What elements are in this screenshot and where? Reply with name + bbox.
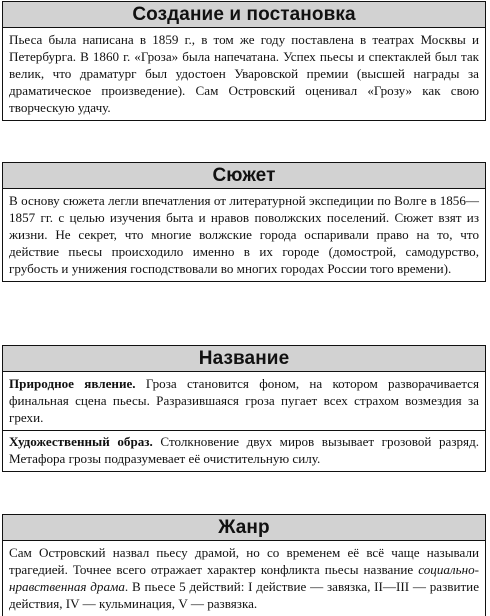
natural-phenomenon-paragraph xyxy=(9,375,479,426)
section-title: Название xyxy=(198,347,290,369)
divider xyxy=(3,430,485,431)
genre-text-start: Сам Островский назвал пьесу драмой, но со временем её всё чаще называли трагедией. Точнее всего отражает характер конфликта пьесы название xyxy=(9,545,479,577)
section-header xyxy=(2,162,486,189)
section-title: Жанр xyxy=(218,516,270,538)
section-title-meaning xyxy=(2,345,486,472)
genre-emphasis: социально-нравственная драма xyxy=(9,562,479,594)
section-text: В основу сюжета легли впечатления от литературной экспедиции по Волге в 1856—1857 гг. с целью изучения быта и нравов поволжских поселений. Сюжет взят из жизни. Не секрет, что многие волжские города оспаривали право на то, что действие пьесы происходило именно в их городе (домострой, самодурство, грубость и унижения господствовали во многих городах России того времени). xyxy=(9,193,479,276)
term-text: Столкновение двух миров вызывает грозовой разряд. Метафора грозы подразумевает её очистительную силу. xyxy=(9,434,480,466)
section-header xyxy=(2,514,486,541)
genre-text-end: . В пьесе 5 действий: I действие — завязка, II—III — развитие действия, IV — кульминация, V — развязка. xyxy=(9,579,480,611)
section-body xyxy=(2,28,486,121)
artistic-image-paragraph xyxy=(9,433,479,467)
section-plot xyxy=(2,162,486,282)
section-text xyxy=(9,544,479,612)
section-title: Сюжет xyxy=(212,164,276,186)
section-header xyxy=(2,345,486,372)
section-genre xyxy=(2,514,486,616)
section-body xyxy=(2,541,486,616)
section-body xyxy=(2,372,486,472)
section-body xyxy=(2,189,486,282)
term-label: Природное явление. xyxy=(9,376,136,391)
section-title: Создание и постановка xyxy=(132,3,356,25)
term-text: Гроза становится фоном, на котором разворачивается финальная сцена пьесы. Разразившаяся гроза пугает всех страхом возмездия за грехи. xyxy=(9,376,480,425)
section-creation xyxy=(2,1,486,121)
section-header xyxy=(2,1,486,28)
term-label: Художественный образ. xyxy=(9,434,153,449)
section-text: Пьеса была написана в 1859 г., в том же году поставлена в театрах Москвы и Петербурга. В 1860 г. «Гроза» была напечатана. Успех пьесы и спектаклей был так велик, что драматург был удостоен Уваровской премии (высшей награды за драматическое произведение). Сам Островский оценивал «Грозу» как свою творческую удачу. xyxy=(9,32,479,115)
